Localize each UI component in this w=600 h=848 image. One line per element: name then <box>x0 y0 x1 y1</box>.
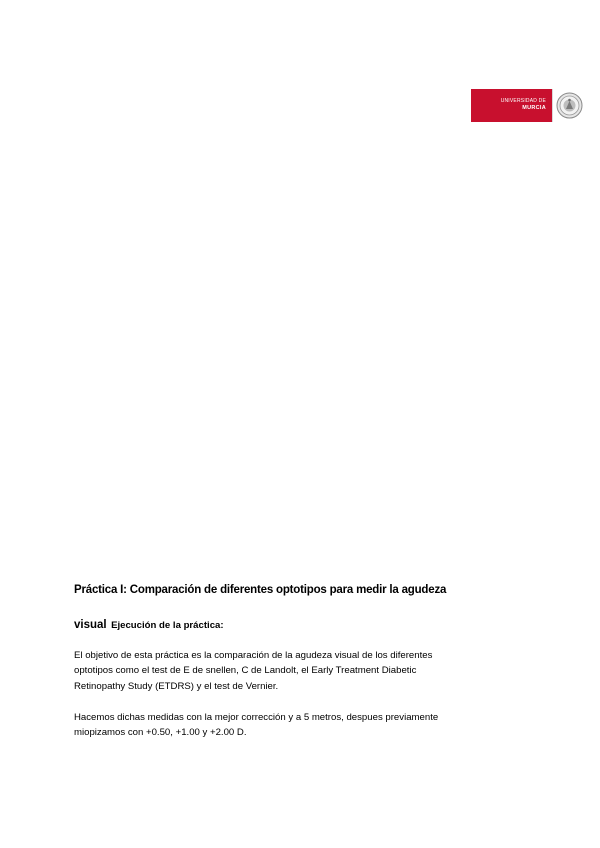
logo-wordmark <box>471 99 552 111</box>
paragraph-line: Retinopathy Study (ETDRS) y el test de Vernier. <box>74 680 279 692</box>
paragraph-line: optotipos como el test de E de snellen, C de Landolt, el Early Treatment Diabetic <box>74 665 417 677</box>
practice-title: Práctica I: Comparación de diferentes optotipos para medir la agudeza <box>74 584 447 596</box>
university-seal-icon <box>552 89 585 122</box>
paragraph-line: Hacemos dichas medidas con la mejor corrección y a 5 metros, despues previamente <box>74 712 439 723</box>
objective-paragraph <box>74 648 524 694</box>
logo-line-university: UNIVERSIDAD DE <box>500 98 546 105</box>
paragraph-line: miopizamos con +0.50, +1.00 y +2.00 D. <box>74 727 247 739</box>
section-subheading <box>74 615 224 633</box>
execution-heading: Ejecución de la práctica: <box>111 620 224 631</box>
paragraph-line: El objetivo de esta práctica es la comparación de la agudeza visual de los diferentes <box>74 650 433 661</box>
logo-line-murcia: MURCIA <box>522 105 546 112</box>
measurement-paragraph <box>74 710 524 741</box>
title-continuation: visual <box>74 619 107 631</box>
university-logo <box>471 89 585 122</box>
